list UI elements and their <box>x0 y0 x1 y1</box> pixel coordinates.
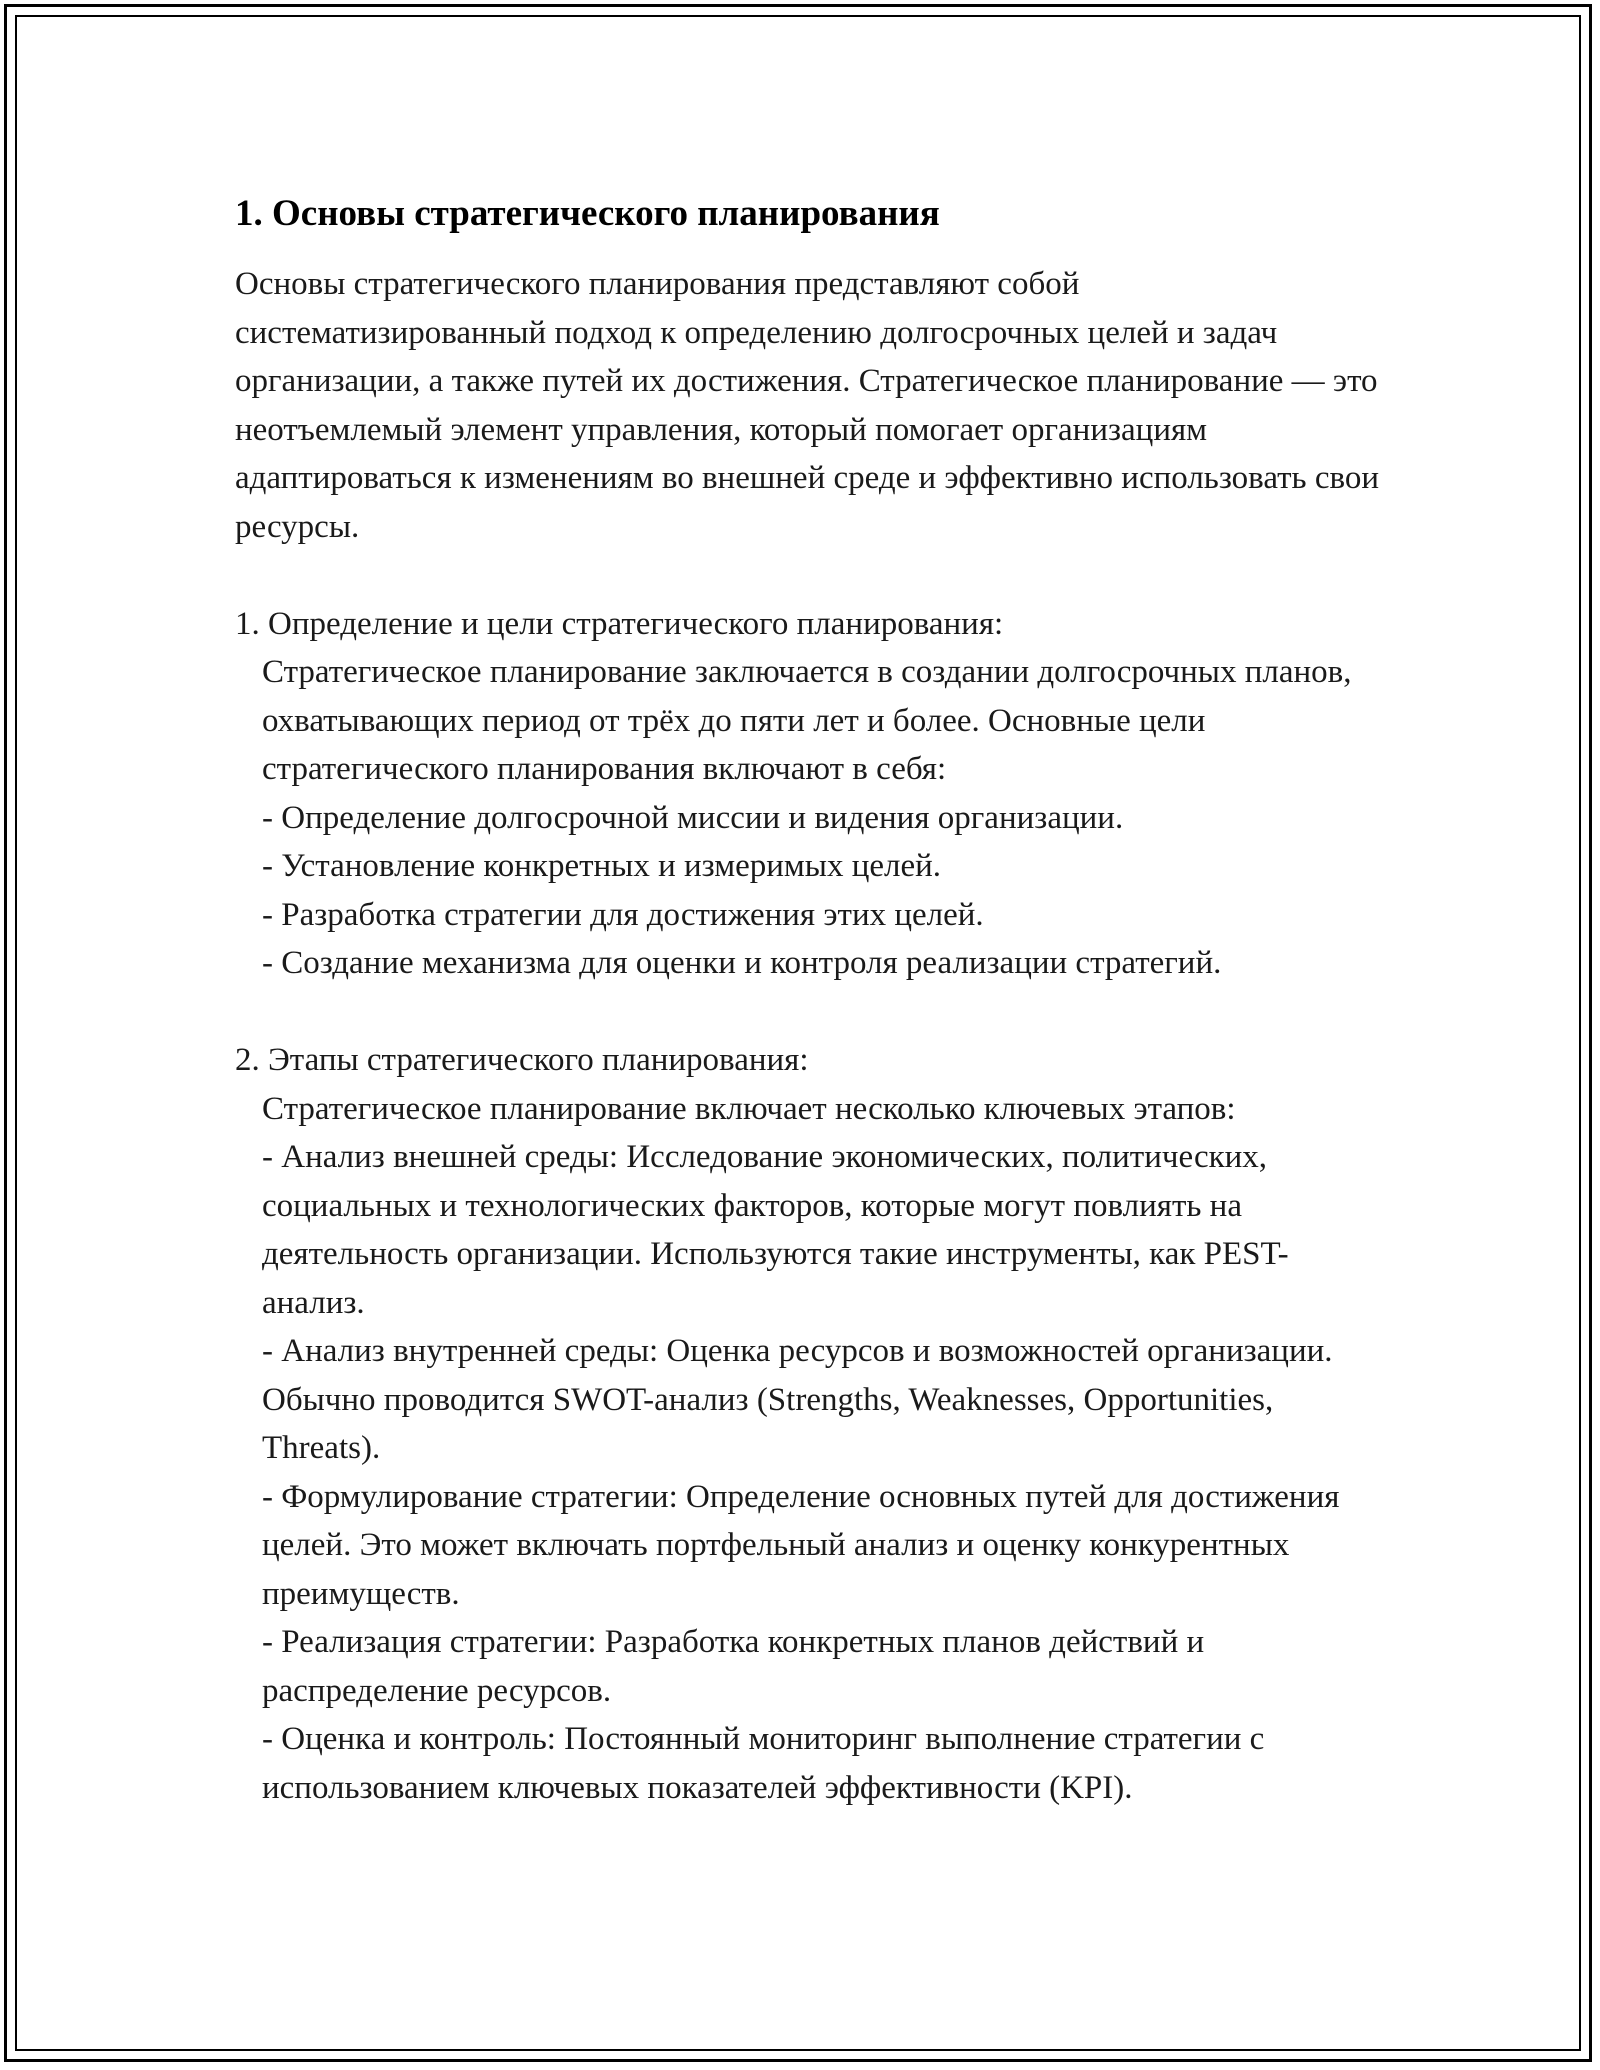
list-item: - Установление конкретных и измеримых целей. <box>262 848 942 884</box>
section-1-heading: 1. Определение и цели стратегического планирования: <box>235 605 1004 642</box>
paragraph-gap <box>235 551 1385 600</box>
section-2-heading: 2. Этапы стратегического планирования: <box>235 1042 809 1078</box>
list-item: - Анализ внешней среды: Исследование экономических, политических, социальных и технологических факторов, которые могут повлиять на деятельность организации. Используются такие инструменты, как PEST-анализ. <box>262 1139 1289 1321</box>
list-item: - Создание механизма для оценки и контроля реализации стратегий. <box>262 945 1222 981</box>
intro-paragraph: Основы стратегического планирования представляют собой систематизированный подход к определению долгосрочных целей и задач организации, а также путей их достижения. Стратегическое планирование — это неотъемлемый элемент управления, который помогает организациям адаптироваться к изменениям во внешней среде и эффективно использовать свои ресурсы. <box>235 266 1388 545</box>
document-title: 1. Основы стратегического планирования <box>235 193 940 234</box>
list-item: - Определение долгосрочной миссии и видения организации. <box>262 799 1124 836</box>
document-body <box>235 190 1388 1812</box>
list-item: - Формулирование стратегии: Определение основных путей для достижения целей. Это может включать портфельный анализ и оценку конкурентных преимуществ. <box>262 1478 1348 1612</box>
section-2-lead: Стратегическое планирование включает несколько ключевых этапов: <box>262 1090 1236 1127</box>
list-item: - Анализ внутренней среды: Оценка ресурсов и возможностей организации. Обычно проводится SWOT-анализ (Strengths, Weaknesses, Opportunities, Threats). <box>262 1333 1341 1466</box>
paragraph-gap <box>235 988 1385 1037</box>
section-1-lead: Стратегическое планирование заключается в создании долгосрочных планов, охватывающих период от трёх до пяти лет и более. Основные цели стратегического планирования включают в себя: <box>262 654 1360 787</box>
list-item: - Реализация стратегии: Разработка конкретных планов действий и распределение ресурсов. <box>262 1624 1213 1709</box>
list-item: - Разработка стратегии для достижения этих целей. <box>262 896 984 933</box>
list-item: - Оценка и контроль: Постоянный мониторинг выполнение стратегии с использованием ключевых показателей эффективности (KPI). <box>262 1721 1273 1806</box>
